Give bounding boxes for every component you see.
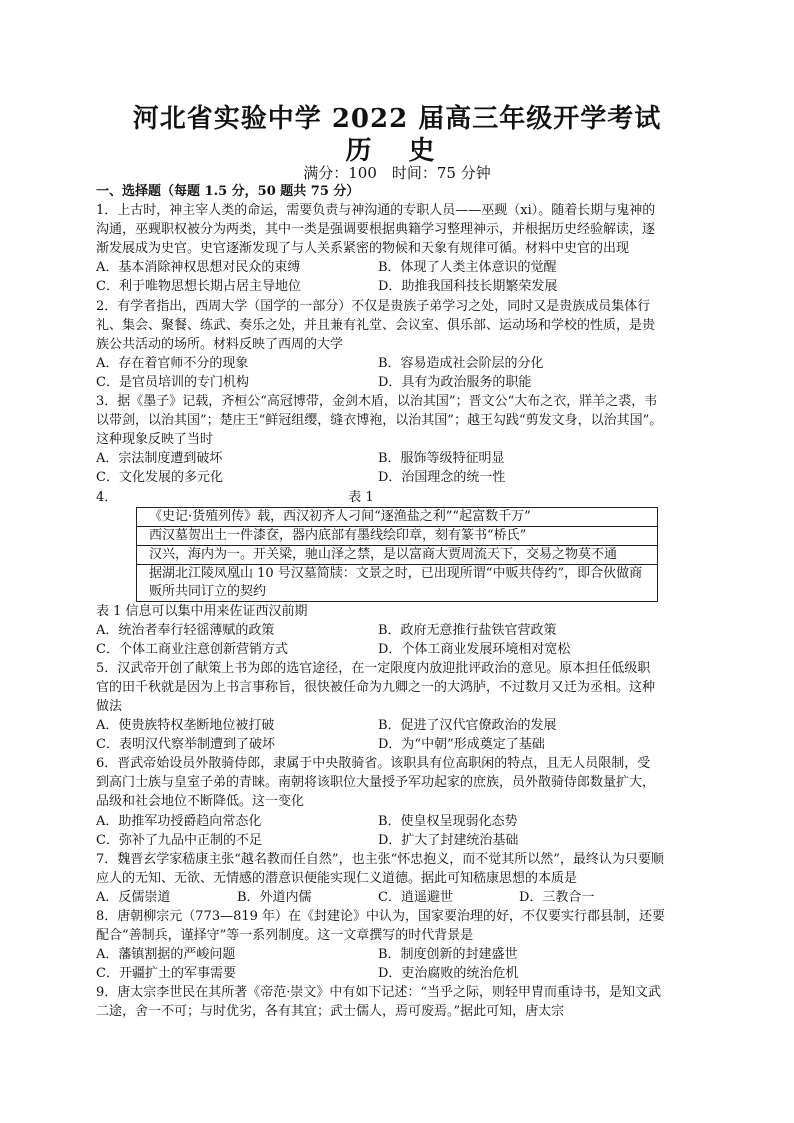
exam-content xyxy=(96,182,701,1022)
section-heading: 一、选择题（每题 1.5 分，50 题共 75 分） xyxy=(96,184,360,199)
option-c: C．文化发展的多元化 xyxy=(96,470,223,486)
option-c: C．是官员培训的专门机构 xyxy=(96,374,249,390)
question-4-header xyxy=(96,488,701,507)
option-d: D．三教合一 xyxy=(519,889,595,905)
table-row xyxy=(137,507,658,526)
option-a: A．统治者奉行轻徭薄赋的政策 xyxy=(96,622,275,638)
table-cell: 汉兴，海内为一。开关梁，驰山泽之禁，是以富商大贾周流天下，交易之物莫不通 xyxy=(137,545,658,564)
option-b: B．制度创新的封建盛世 xyxy=(378,947,518,963)
option-c: C．逍遥避世 xyxy=(378,889,453,905)
question-line: 品级和社会地位不断降低。这一变化 xyxy=(96,794,305,810)
option-d: D．治国理念的统一性 xyxy=(378,470,506,486)
option-d: D．助推我国科技长期繁荣发展 xyxy=(378,279,558,295)
exam-title: 河北省实验中学 2022 届高三年级开学考试 xyxy=(132,104,662,134)
question-line: 9．唐太宗李世民在其所著《帝范·崇文》中有如下记述：“当乎之际，则轻甲胄而重诗书，是知文武 xyxy=(96,985,662,1001)
question-8 xyxy=(96,907,701,983)
question-line: 5．汉武帝开创了献策上书为郎的选官途径，在一定限度内放迎批评政治的意见。原本担任低级职 xyxy=(96,660,651,676)
option-a: A．使贵族特权垄断地位被打破 xyxy=(96,718,275,734)
option-a: A．宗法制度遭到破坏 xyxy=(96,451,223,467)
question-line: 以带剑，以治其国”；楚庄王“鲜冠组缨，缝衣博袍，以治其国”；越王勾践“剪发文身，以治其国”。 xyxy=(96,413,663,429)
option-b: B．政府无意推行盐铁官营政策 xyxy=(378,622,557,638)
question-line: 族公共活动的场所。材料反映了西周的大学 xyxy=(96,336,344,352)
question-line: 6．晋武帝始设员外散骑侍郎，隶属于中央散骑省。该职具有位高职闲的特点，且无人员限制，受 xyxy=(96,756,651,772)
subject-title: 历 史 xyxy=(345,136,449,166)
options xyxy=(96,716,701,754)
option-c: C．表明汉代察举制遭到了破坏 xyxy=(96,737,275,753)
question-line: 礼、集会、聚餐、练武、奏乐之处，并且兼有礼堂、会议室、俱乐部、运动场和学校的性质，是贵 xyxy=(96,317,656,333)
question-7 xyxy=(96,850,701,907)
question-9 xyxy=(96,983,701,1021)
table-cell: 西汉墓贺出土一件漆奁，器内底部有墨线绘印章，刻有篆书“桥氏” xyxy=(137,526,658,545)
table-row xyxy=(137,526,658,545)
question-6 xyxy=(96,754,701,849)
option-d: D．为“中朝”形成奠定了基础 xyxy=(378,737,545,753)
question-line: 3．据《墨子》记载，齐桓公“高冠博带，金剑木盾，以治其国”；晋文公“大布之衣，牂羊之裘，韦 xyxy=(96,394,658,410)
option-c: C．个体工商业注意创新营销方式 xyxy=(96,641,288,657)
options xyxy=(96,888,701,907)
option-c: C．开疆扩土的军事需要 xyxy=(96,966,236,982)
option-a: A．藩镇割据的严峻问题 xyxy=(96,947,236,963)
options xyxy=(96,945,701,983)
question-4 xyxy=(96,488,701,659)
question-line: 官的田千秋就是因为上书言事称旨，很快被任命为九卿之一的大鸿胪，不过数月又迁为丞相。这种 xyxy=(96,679,656,695)
options xyxy=(96,812,701,850)
option-d: D．具有为政治服务的职能 xyxy=(378,374,532,390)
option-a: A．存在着官师不分的现象 xyxy=(96,355,249,371)
question-line: 沟通，巫觋职权被分为两类，其中一类是强调要根据典籍学习整理神示，并根据历史经验解读，逐 xyxy=(96,222,656,238)
table-caption: 表 1 xyxy=(348,489,374,505)
question-line: 二途，舍一不可；与时优劣，各有其宜；武士儒人，焉可废焉。”据此可知，唐太宗 xyxy=(96,1004,565,1020)
question-stem: 表 1 信息可以集中用来佐证西汉前期 xyxy=(96,603,308,619)
question-line: 这种现象反映了当时 xyxy=(96,432,214,448)
option-a: A．助推军功授爵趋向常态化 xyxy=(96,813,262,829)
question-line: 1．上古时，神主宰人类的命运，需要负责与神沟通的专职人员——巫觋（xi）。随着长期与鬼神的 xyxy=(96,203,656,219)
question-number: 4． xyxy=(96,489,118,505)
question-2 xyxy=(96,297,701,392)
options xyxy=(96,621,701,659)
option-a: A．反儒崇道 xyxy=(96,889,171,905)
option-b: B．使皇权呈现弱化态势 xyxy=(378,813,518,829)
table-cell: 据湖北江陵凤凰山 10 号汉墓简牍：文景之时，已出现所谓“中贩共侍约”，即合伙做商贩所共同订立的契约 xyxy=(137,564,658,601)
option-b: B．服饰等级特征明显 xyxy=(378,451,505,467)
options xyxy=(96,258,701,296)
option-d: D．吏治腐败的统治危机 xyxy=(378,966,519,982)
option-b: B．体现了人类主体意识的觉醒 xyxy=(378,260,557,276)
option-c: C．弥补了九品中正制的不足 xyxy=(96,832,262,848)
question-line: 到高门士族与皇室子弟的青睐。南朝将该职位大量授予军功起家的庶族，员外散骑侍郎数量扩大， xyxy=(96,775,656,791)
question-line: 做法 xyxy=(96,698,123,714)
question-line: 配合“善制兵，谨择守”等一系列制度。这一文章撰写的时代背景是 xyxy=(96,928,474,944)
question-line: 2．有学者指出，西周大学（国学的一部分）不仅是贵族子弟学习之处，同时又是贵族成员集体行 xyxy=(96,298,651,314)
option-d: D．个体工商业发展环境相对宽松 xyxy=(378,641,571,657)
option-d: D．扩大了封建统治基础 xyxy=(378,832,519,848)
options xyxy=(96,354,701,392)
option-a: A．基本消除神权思想对民众的束缚 xyxy=(96,260,301,276)
question-1 xyxy=(96,201,701,296)
question-line: 8．唐朝柳宗元（773—819 年）在《封建论》中认为，国家要治理的好，不仅要实行郡县制，还要 xyxy=(96,909,666,924)
exam-meta: 满分：100 时间：75 分钟 xyxy=(303,164,491,182)
data-table xyxy=(136,507,658,602)
option-b: B．促进了汉代官僚政治的发展 xyxy=(378,718,557,734)
option-c: C．利于唯物思想长期占居主导地位 xyxy=(96,279,301,295)
question-5 xyxy=(96,659,701,754)
table-row xyxy=(137,564,658,601)
option-b: B．容易造成社会阶层的分化 xyxy=(378,355,544,371)
question-3 xyxy=(96,392,701,487)
table-cell: 《史记·货殖列传》载，西汉初齐人刁间“逐渔盐之利”“起富数千万” xyxy=(137,507,658,526)
option-b: B．外道内儒 xyxy=(237,889,312,905)
options xyxy=(96,449,701,487)
table-row xyxy=(137,545,658,564)
question-line: 渐发展成为史官。史官逐渐发现了与人关系紧密的物候和天象有规律可循。材料中史官的出现 xyxy=(96,241,630,257)
question-line: 7．魏晋玄学家嵇康主张“越名教而任自然”，也主张“怀忠抱义，而不觉其所以然”，最终认为只要顺 xyxy=(96,851,664,867)
question-line: 应人的无知、无欲、无情感的潜意识便能实现仁义道德。据此可知嵇康思想的本质是 xyxy=(96,870,578,886)
